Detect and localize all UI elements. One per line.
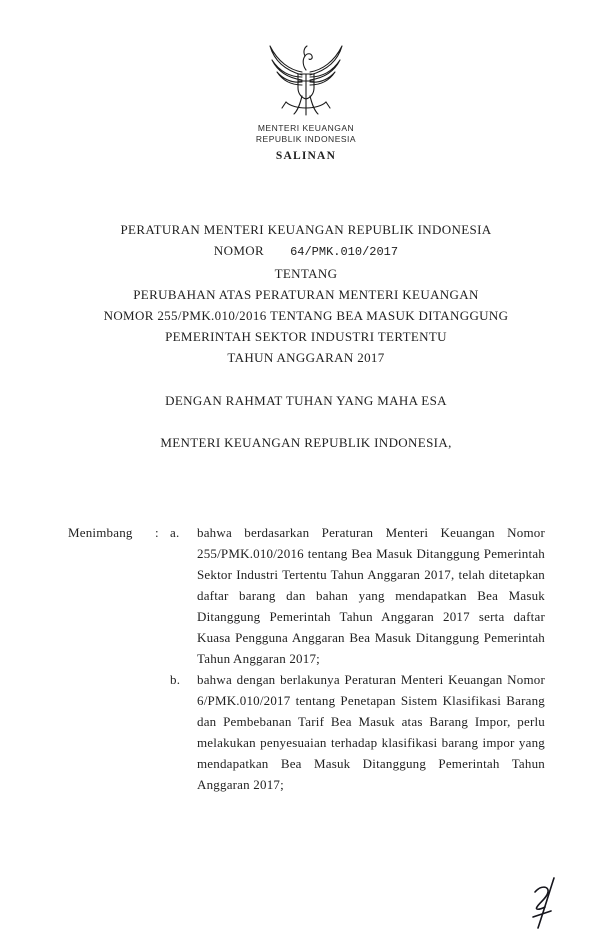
- regulation-title: PERATURAN MENTERI KEUANGAN REPUBLIK INDONESIA: [120, 222, 492, 237]
- title-block: [0, 219, 612, 453]
- republic-name: REPUBLIK INDONESIA: [255, 134, 357, 144]
- menimbang-colon: :: [155, 525, 159, 540]
- handwritten-initial-icon: [530, 876, 564, 930]
- tentang-label: TENTANG: [274, 266, 338, 281]
- considerations-grid: [68, 522, 545, 795]
- nomor-value: 64/PMK.010/2017: [290, 245, 399, 259]
- nomor-line: [0, 240, 612, 263]
- subject-line-1: PERUBAHAN ATAS PERATURAN MENTERI KEUANGAN: [133, 287, 479, 302]
- subject-line-3: PEMERINTAH SEKTOR INDUSTRI TERTENTU: [165, 329, 447, 344]
- item-a-text: bahwa berdasarkan Peraturan Menteri Keuangan Nomor 255/PMK.010/2016 tentang Bea Masuk Ditanggung Pemerintah Sektor Industri Tertentu Tahun Anggaran 2017, telah ditetapkan daftar barang dan bahan yang mendapatkan Bea Masuk Ditanggung Pemerintah Tahun Anggaran 2017 serta daftar Kuasa Pengguna Anggaran Bea Masuk Ditanggung Pemerintah Tahun Anggaran 2017;: [197, 525, 545, 666]
- letterhead: [0, 0, 612, 162]
- nomor-label: NOMOR: [213, 243, 265, 258]
- item-b-marker: b.: [170, 672, 181, 687]
- invocation-line: DENGAN RAHMAT TUHAN YANG MAHA ESA: [165, 393, 447, 408]
- ministry-name: MENTERI KEUANGAN: [257, 123, 355, 133]
- salinan-label: SALINAN: [275, 150, 337, 162]
- subject-line-2: NOMOR 255/PMK.010/2016 TENTANG BEA MASUK DITANGGUNG: [103, 308, 509, 323]
- considerations-section: [68, 522, 545, 795]
- subject-line-4: TAHUN ANGGARAN 2017: [227, 350, 385, 365]
- authority-line: MENTERI KEUANGAN REPUBLIK INDONESIA,: [160, 435, 452, 450]
- item-a-marker: a.: [170, 525, 180, 540]
- item-b-text: bahwa dengan berlakunya Peraturan Menteri Keuangan Nomor 6/PMK.010/2017 tentang Penetapan Sistem Klasifikasi Barang dan Pembebanan Tarif Bea Masuk atas Barang Impor, perlu melakukan penyesuaian terhadap klasifikasi barang impor yang mendapatkan Bea Masuk Ditanggung Pemerintah Tahun Anggaran 2017;: [197, 672, 545, 792]
- menimbang-label: Menimbang: [68, 525, 133, 540]
- garuda-emblem-icon: [0, 36, 612, 118]
